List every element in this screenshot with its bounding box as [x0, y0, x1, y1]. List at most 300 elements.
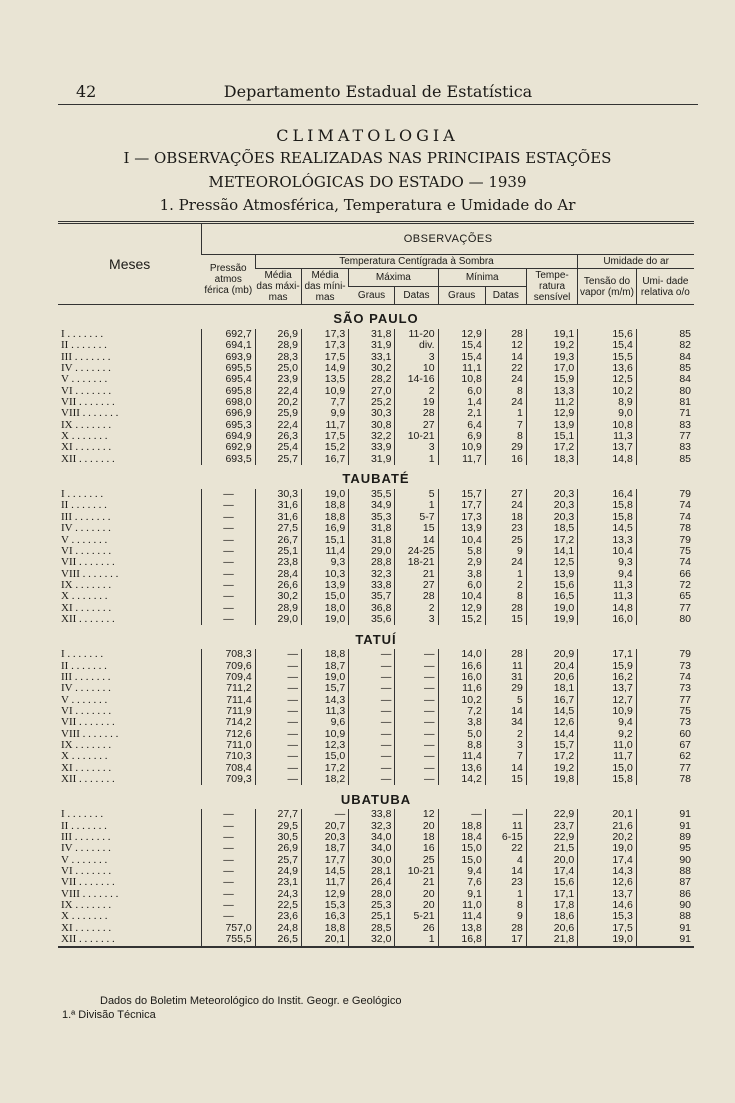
value-cell: 27 [395, 580, 438, 591]
value-cell: 23 [485, 877, 526, 888]
value-cell: 77 [636, 431, 694, 442]
value-cell: 19,1 [526, 329, 577, 340]
value-cell: 9,9 [301, 408, 348, 419]
value-cell: 29,5 [255, 821, 301, 832]
value-cell: 7,6 [438, 877, 485, 888]
value-cell: — [202, 512, 255, 523]
value-cell: 20,3 [526, 489, 577, 500]
value-cell: 17,4 [526, 866, 577, 877]
month-cell: IV . . . . . . . [61, 362, 111, 375]
month-cell: VI . . . . . . . [61, 544, 112, 557]
month-cell: VII . . . . . . . [61, 556, 115, 569]
value-cell: — [485, 809, 526, 820]
value-cell: 85 [636, 329, 694, 340]
col-media-maximas: Média das máxi- mas [256, 270, 300, 303]
value-cell: 30,3 [349, 408, 395, 419]
value-cell: — [202, 843, 255, 854]
value-cell: 10,9 [438, 442, 485, 453]
value-cell: 17,2 [526, 442, 577, 453]
value-cell: 28 [485, 649, 526, 660]
value-cell: — [202, 603, 255, 614]
value-cell: — [301, 809, 348, 820]
value-cell: 11,7 [578, 751, 637, 762]
table-row [58, 672, 694, 683]
month-cell: IX . . . . . . . [61, 899, 112, 912]
value-cell: 20,6 [526, 672, 577, 683]
value-cell: 12,5 [578, 374, 637, 385]
value-cell: 13,6 [578, 363, 637, 374]
month-cell: VIII . . . . . . . [61, 727, 119, 740]
value-cell: 25,7 [255, 855, 301, 866]
value-cell: 88 [636, 866, 694, 877]
value-cell: 3,8 [438, 569, 485, 580]
value-cell: 90 [636, 900, 694, 911]
value-cell: 17,3 [301, 340, 348, 351]
value-cell: 11,7 [301, 420, 348, 431]
value-cell: 28,2 [349, 374, 395, 385]
value-cell: 28 [395, 591, 438, 602]
value-cell: 30,5 [255, 832, 301, 843]
value-cell: 3 [395, 352, 438, 363]
value-cell: 8,8 [438, 740, 485, 751]
month-cell: II . . . . . . . [61, 339, 107, 352]
value-cell: — [202, 832, 255, 843]
value-cell: — [255, 729, 301, 740]
value-cell: 89 [636, 832, 694, 843]
value-cell: 28,0 [349, 889, 395, 900]
value-cell: 73 [636, 661, 694, 672]
source-note: Dados do Boletim Meteorológico do Instit. Geogr. e Geológico [100, 995, 402, 1007]
value-cell: 14,5 [578, 523, 637, 534]
table-row [58, 683, 694, 694]
value-cell: 19,3 [526, 352, 577, 363]
value-cell: — [202, 900, 255, 911]
value-cell: 28 [395, 408, 438, 419]
value-cell: 10,2 [438, 695, 485, 706]
value-cell: 5,0 [438, 729, 485, 740]
value-cell: 13,9 [301, 580, 348, 591]
value-cell: — [255, 649, 301, 660]
division-note: 1.ª Divisão Técnica [62, 1009, 156, 1021]
value-cell: 18 [395, 832, 438, 843]
value-cell: 5 [395, 489, 438, 500]
value-cell: 11-20 [395, 329, 438, 340]
value-cell: 15,6 [526, 580, 577, 591]
value-cell: — [349, 672, 395, 683]
value-cell: 10-21 [395, 866, 438, 877]
value-cell: 34,0 [349, 832, 395, 843]
value-cell: 28,1 [349, 866, 395, 877]
value-cell: 11,4 [438, 751, 485, 762]
value-cell: 695,5 [202, 363, 255, 374]
value-cell: 30,2 [255, 591, 301, 602]
value-cell: 4 [485, 855, 526, 866]
value-cell: 14,0 [438, 649, 485, 660]
value-cell: 14 [485, 352, 526, 363]
value-cell: 18,7 [301, 843, 348, 854]
value-cell: 2,1 [438, 408, 485, 419]
value-cell: 16,9 [301, 523, 348, 534]
month-cell: XII . . . . . . . [61, 452, 115, 465]
value-cell: 22 [485, 843, 526, 854]
value-cell: 27,5 [255, 523, 301, 534]
value-cell: — [349, 695, 395, 706]
value-cell: 83 [636, 442, 694, 453]
value-cell: 15,4 [438, 340, 485, 351]
col-observacoes: OBSERVAÇÕES [202, 223, 694, 255]
month-cell: VI . . . . . . . [61, 704, 112, 717]
value-cell: 3,8 [438, 717, 485, 728]
value-cell: 11 [485, 661, 526, 672]
value-cell: 17,2 [526, 751, 577, 762]
value-cell: 1 [485, 569, 526, 580]
value-cell: 26,7 [255, 535, 301, 546]
value-cell: 13,7 [578, 442, 637, 453]
value-cell: 15,1 [301, 535, 348, 546]
value-cell: 1,4 [438, 397, 485, 408]
col-minima: Mínima [438, 269, 526, 287]
value-cell: — [202, 580, 255, 591]
month-cell: V . . . . . . . [61, 853, 108, 866]
value-cell: 18,8 [301, 649, 348, 660]
value-cell: 9 [485, 911, 526, 922]
value-cell: 18,8 [438, 821, 485, 832]
value-cell: 18,2 [301, 774, 348, 785]
value-cell: — [202, 855, 255, 866]
value-cell: 23 [485, 523, 526, 534]
value-cell: 693,9 [202, 352, 255, 363]
value-cell: 20,2 [255, 397, 301, 408]
month-cell: IV . . . . . . . [61, 842, 111, 855]
value-cell: 2,9 [438, 557, 485, 568]
value-cell: 28 [485, 923, 526, 934]
value-cell: 71 [636, 408, 694, 419]
value-cell: 9 [485, 546, 526, 557]
value-cell: 33,9 [349, 442, 395, 453]
value-cell: 15,7 [438, 489, 485, 500]
title-table: 1. Pressão Atmosférica, Temperatura e Umidade do Ar [159, 196, 576, 214]
value-cell: 7 [485, 420, 526, 431]
value-cell: 20,0 [526, 855, 577, 866]
value-cell: — [395, 683, 438, 694]
value-cell: 28,3 [255, 352, 301, 363]
value-cell: 21,8 [526, 934, 577, 946]
month-cell: V . . . . . . . [61, 373, 108, 386]
value-cell: 20,3 [526, 512, 577, 523]
value-cell: 14,3 [301, 695, 348, 706]
value-cell: 19,0 [578, 934, 637, 946]
value-cell: 711,2 [202, 683, 255, 694]
value-cell: 13,8 [438, 923, 485, 934]
value-cell: 11,3 [578, 580, 637, 591]
month-cell: VII . . . . . . . [61, 716, 115, 729]
table-row [58, 717, 694, 728]
value-cell: 11,7 [301, 877, 348, 888]
value-cell: 8 [485, 591, 526, 602]
month-cell: II . . . . . . . [61, 499, 107, 512]
value-cell: 7,2 [438, 706, 485, 717]
value-cell: 24 [485, 374, 526, 385]
value-cell: 11,2 [526, 397, 577, 408]
table-row [58, 695, 694, 706]
value-cell: — [202, 911, 255, 922]
value-cell: 12,9 [438, 603, 485, 614]
value-cell: — [255, 695, 301, 706]
value-cell: 698,0 [202, 397, 255, 408]
value-cell: 60 [636, 729, 694, 740]
value-cell: — [349, 683, 395, 694]
value-cell: 18 [485, 512, 526, 523]
value-cell: 79 [636, 535, 694, 546]
value-cell: 10 [395, 363, 438, 374]
value-cell: 75 [636, 706, 694, 717]
value-cell: 80 [636, 386, 694, 397]
value-cell: 33,8 [349, 809, 395, 820]
value-cell: — [202, 489, 255, 500]
col-umidade-relativa: Umi- dade relativa o/o [636, 269, 694, 305]
value-cell: 32,2 [349, 431, 395, 442]
month-cell: I . . . . . . . [61, 488, 104, 501]
value-cell: 7,7 [301, 397, 348, 408]
value-cell: 10,2 [578, 386, 637, 397]
month-cell: XI . . . . . . . [61, 441, 112, 454]
month-cell: II . . . . . . . [61, 819, 107, 832]
value-cell: 20 [395, 889, 438, 900]
value-cell: 35,6 [349, 614, 395, 625]
col-maxima: Máxima [349, 269, 438, 287]
value-cell: 19,9 [526, 614, 577, 625]
value-cell: 8 [485, 386, 526, 397]
page-number: 42 [76, 82, 97, 101]
value-cell: 21,5 [526, 843, 577, 854]
value-cell: 25,9 [255, 408, 301, 419]
value-cell: 81 [636, 397, 694, 408]
value-cell: 25,3 [349, 900, 395, 911]
table-row [58, 454, 694, 465]
value-cell: 20,3 [526, 500, 577, 511]
value-cell: 14,9 [301, 363, 348, 374]
value-cell: 709,6 [202, 661, 255, 672]
value-cell: 20,7 [301, 821, 348, 832]
value-cell: — [255, 774, 301, 785]
department-name: Departamento Estadual de Estatística [223, 82, 533, 101]
value-cell: — [202, 809, 255, 820]
table-row [58, 649, 694, 660]
value-cell: 708,3 [202, 649, 255, 660]
value-cell: 712,6 [202, 729, 255, 740]
value-cell: 696,9 [202, 408, 255, 419]
value-cell: 10,4 [438, 591, 485, 602]
value-cell: 15,7 [526, 740, 577, 751]
col-umidade: Umidade do ar [578, 255, 694, 269]
value-cell: 13,9 [526, 569, 577, 580]
value-cell: 3 [395, 614, 438, 625]
value-cell: 15,9 [578, 661, 637, 672]
table-row [58, 661, 694, 672]
value-cell: 28,9 [255, 340, 301, 351]
value-cell: 22,4 [255, 386, 301, 397]
value-cell: 14,5 [526, 706, 577, 717]
value-cell: 23,1 [255, 877, 301, 888]
value-cell: — [202, 546, 255, 557]
col-temp-sensivel: Tempe- ratura sensível [526, 269, 577, 305]
value-cell: 16,5 [526, 591, 577, 602]
value-cell: 12,9 [438, 329, 485, 340]
value-cell: 3 [485, 740, 526, 751]
value-cell: 9,0 [578, 408, 637, 419]
value-cell: — [202, 557, 255, 568]
month-cell: VI . . . . . . . [61, 865, 112, 878]
value-cell: 79 [636, 489, 694, 500]
value-cell: 1 [485, 889, 526, 900]
value-cell: 5-7 [395, 512, 438, 523]
value-cell: 16,6 [438, 661, 485, 672]
value-cell: 74 [636, 500, 694, 511]
value-cell: 17,4 [578, 855, 637, 866]
table-row [58, 774, 694, 785]
value-cell: — [349, 717, 395, 728]
value-cell: 11 [485, 821, 526, 832]
page-header [58, 82, 698, 105]
value-cell: 6,0 [438, 386, 485, 397]
value-cell: 18,4 [438, 832, 485, 843]
value-cell: 17,5 [301, 431, 348, 442]
col-pressao: Pressão atmos férica (mb) [202, 255, 255, 305]
value-cell: 10,4 [578, 546, 637, 557]
value-cell: 9,4 [578, 569, 637, 580]
value-cell: 20,6 [526, 923, 577, 934]
value-cell: 10,9 [578, 706, 637, 717]
value-cell: — [395, 661, 438, 672]
month-cell: XII . . . . . . . [61, 612, 115, 625]
value-cell: 18-21 [395, 557, 438, 568]
value-cell: — [349, 740, 395, 751]
month-cell: I . . . . . . . [61, 648, 104, 661]
value-cell: 2 [485, 729, 526, 740]
table-row [58, 763, 694, 774]
value-cell: 16,2 [578, 672, 637, 683]
value-cell: 18,3 [526, 454, 577, 465]
value-cell: 17,2 [301, 763, 348, 774]
value-cell: 694,1 [202, 340, 255, 351]
value-cell: 62 [636, 751, 694, 762]
value-cell: 3 [395, 442, 438, 453]
month-cell: I . . . . . . . [61, 808, 104, 821]
value-cell: 27,7 [255, 809, 301, 820]
value-cell: 9,6 [301, 717, 348, 728]
value-cell: 28,5 [349, 923, 395, 934]
value-cell: 14 [395, 535, 438, 546]
value-cell: 17,2 [526, 535, 577, 546]
value-cell: 78 [636, 774, 694, 785]
value-cell: 14,1 [526, 546, 577, 557]
table-body [58, 305, 694, 947]
month-cell: X . . . . . . . [61, 750, 108, 763]
value-cell: 31,8 [349, 535, 395, 546]
value-cell: 14,3 [578, 866, 637, 877]
month-cell: XI . . . . . . . [61, 921, 112, 934]
value-cell: 34 [485, 717, 526, 728]
value-cell: 23,8 [255, 557, 301, 568]
month-cell: X . . . . . . . [61, 430, 108, 443]
value-cell: 15,6 [526, 877, 577, 888]
value-cell: 20 [395, 821, 438, 832]
value-cell: 82 [636, 340, 694, 351]
value-cell: 13,5 [301, 374, 348, 385]
value-cell: 19,2 [526, 340, 577, 351]
station-name: TATUÍ [355, 631, 397, 647]
value-cell: 18,5 [526, 523, 577, 534]
value-cell: 708,4 [202, 763, 255, 774]
value-cell: — [349, 706, 395, 717]
value-cell: 17,5 [578, 923, 637, 934]
table-row [58, 523, 694, 534]
value-cell: — [349, 751, 395, 762]
value-cell: 692,9 [202, 442, 255, 453]
value-cell: 27,0 [349, 386, 395, 397]
value-cell: 26 [395, 923, 438, 934]
value-cell: 6,0 [438, 580, 485, 591]
value-cell: 65 [636, 591, 694, 602]
value-cell: 85 [636, 363, 694, 374]
title-section: I — OBSERVAÇÕES REALIZADAS NAS PRINCIPAIS ESTAÇÕES [123, 149, 612, 167]
month-cell: IX . . . . . . . [61, 739, 112, 751]
value-cell: 20,9 [526, 649, 577, 660]
value-cell: 711,4 [202, 695, 255, 706]
value-cell: 11,4 [438, 911, 485, 922]
value-cell: 25,4 [255, 442, 301, 453]
value-cell: — [349, 729, 395, 740]
station-header [58, 465, 694, 489]
value-cell: 21 [395, 569, 438, 580]
value-cell: 30,3 [255, 489, 301, 500]
value-cell: 9,2 [578, 729, 637, 740]
value-cell: 30,2 [349, 363, 395, 374]
month-cell: VII . . . . . . . [61, 396, 115, 409]
station-header [58, 625, 694, 649]
value-cell: 91 [636, 923, 694, 934]
month-cell: X . . . . . . . [61, 590, 108, 603]
title-year: METEOROLÓGICAS DO ESTADO — 1939 [208, 173, 527, 191]
value-cell: 2 [485, 580, 526, 591]
value-cell: 6,4 [438, 420, 485, 431]
table-row [58, 614, 694, 625]
table-header [58, 223, 694, 305]
value-cell: 24,8 [255, 923, 301, 934]
month-cell: X . . . . . . . [61, 910, 108, 923]
value-cell: — [395, 672, 438, 683]
value-cell: 6,9 [438, 431, 485, 442]
value-cell: 91 [636, 809, 694, 820]
value-cell: — [255, 763, 301, 774]
value-cell: 17,7 [301, 855, 348, 866]
value-cell: 10-21 [395, 431, 438, 442]
value-cell: 91 [636, 934, 694, 946]
value-cell: 10,9 [301, 386, 348, 397]
value-cell: 15,3 [578, 911, 637, 922]
value-cell: 23,9 [255, 374, 301, 385]
value-cell: 18,0 [301, 603, 348, 614]
value-cell: 30,0 [349, 855, 395, 866]
value-cell: 23,6 [255, 911, 301, 922]
value-cell: 33,1 [349, 352, 395, 363]
value-cell: 711,9 [202, 706, 255, 717]
value-cell: 11,3 [578, 431, 637, 442]
value-cell: 17,7 [438, 500, 485, 511]
table-row [58, 740, 694, 751]
value-cell: 9,1 [438, 889, 485, 900]
value-cell: 13,3 [578, 535, 637, 546]
